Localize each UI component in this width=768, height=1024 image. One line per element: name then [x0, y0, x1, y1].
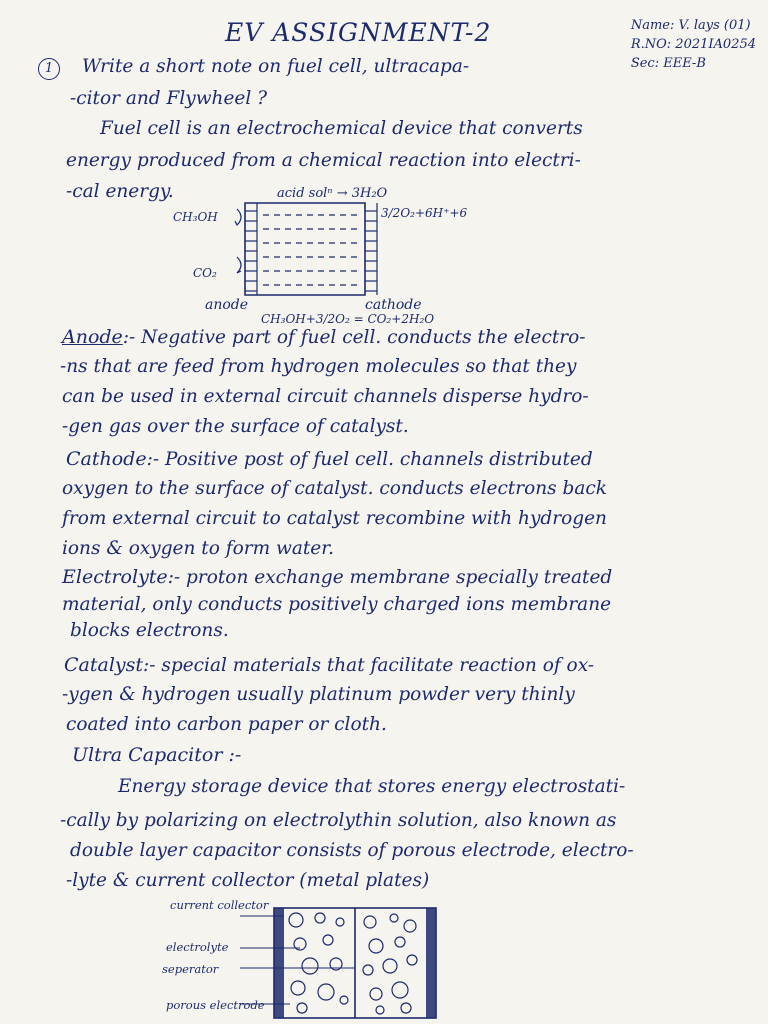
section: Sec: EEE-B — [630, 56, 706, 71]
cathode-label: cathode — [365, 297, 422, 313]
cathode-heading: Cathode — [66, 448, 147, 470]
ultra-capacitor-heading: Ultra Capacitor :- — [72, 744, 242, 766]
anode-label: anode — [205, 297, 249, 313]
electrolyte-text-1: :- proton exchange membrane specially treated — [167, 567, 613, 588]
fuel-cell-intro-1: Fuel cell is an electrochemical device that converts — [100, 118, 583, 139]
anode-plate — [245, 203, 257, 295]
cathode-text-1: :- Positive post of fuel cell. channels distributed — [146, 449, 593, 470]
student-info — [631, 16, 756, 73]
anode-text-2: -ns that are feed from hydrogen molecules so that they — [60, 356, 577, 377]
input-arrow — [235, 209, 241, 225]
catalyst-heading: Catalyst — [64, 654, 144, 676]
left-collector — [274, 908, 284, 1018]
acid-label: acid solⁿ → 3H₂O — [277, 186, 388, 201]
current-collector-label: current collector — [170, 898, 269, 912]
electrolyte-dashes — [263, 215, 361, 285]
fuel-cell-intro-2: energy produced from a chemical reaction into electri- — [66, 150, 581, 171]
overall-reaction: CH₃OH+3/2O₂ = CO₂+2H₂O — [261, 312, 435, 325]
porous-particles — [289, 913, 417, 1014]
catalyst-text-1: :- special materials that facilitate reaction of ox- — [143, 655, 595, 676]
electrolyte-paragraph — [62, 566, 612, 588]
ultra-text-1: Energy storage device that stores energy electrostati- — [118, 776, 626, 797]
cell-body — [245, 203, 365, 295]
anode-text-4: -gen gas over the surface of catalyst. — [62, 416, 409, 437]
electrolyte-text-3: blocks electrons. — [70, 620, 229, 641]
page-title: EV ASSIGNMENT-2 — [225, 18, 492, 47]
fuel-cell-intro-3: -cal energy. — [66, 181, 174, 202]
electrolyte-heading: Electrolyte — [62, 566, 168, 588]
cathode-paragraph — [66, 448, 593, 470]
anode-text-3: can be used in external circuit channels disperse hydro- — [62, 386, 589, 407]
electrolyte-label: electrolyte — [166, 940, 229, 954]
student-name: Name: V. lays (01) — [630, 18, 751, 33]
output-arrow — [237, 257, 241, 273]
anode-paragraph — [62, 326, 585, 348]
ultracapacitor-diagram — [240, 900, 450, 1024]
anode-heading: Anode — [62, 326, 123, 348]
ultra-text-2: -cally by polarizing on electrolythin solution, also known as — [60, 810, 617, 831]
question-number: 1 — [38, 58, 60, 80]
separator-label: seperator — [162, 962, 219, 976]
anode-input: CH₃OH — [173, 210, 218, 224]
anode-output: CO₂ — [193, 266, 217, 280]
cathode-plate — [365, 203, 377, 295]
question-line-2: -citor and Flywheel ? — [70, 88, 268, 109]
electrolyte-text-2: material, only conducts positively charged ions membrane — [62, 594, 612, 615]
fuel-cell-diagram — [165, 185, 485, 325]
roll-number: R.NO: 2021IA0254 — [630, 37, 756, 52]
cathode-text-4: ions & oxygen to form water. — [62, 538, 334, 559]
cathode-text-2: oxygen to the surface of catalyst. conducts electrons back — [62, 478, 608, 499]
right-collector — [426, 908, 436, 1018]
anode-text-1: :- Negative part of fuel cell. conducts the electro- — [122, 327, 586, 348]
catalyst-text-2: -ygen & hydrogen usually platinum powder very thinly — [62, 684, 575, 705]
cathode-text-3: from external circuit to catalyst recombine with hydrogen — [62, 508, 607, 529]
cathode-input: 3/2O₂+6H⁺+6 — [381, 206, 468, 220]
catalyst-text-3: coated into carbon paper or cloth. — [66, 714, 387, 735]
catalyst-paragraph — [64, 654, 594, 676]
ultra-text-3: double layer capacitor consists of porous electrode, electro- — [70, 840, 634, 861]
question-line-1: Write a short note on fuel cell, ultracapa- — [82, 56, 470, 77]
porous-electrode-label: porous electrode — [166, 998, 265, 1012]
ultra-text-4: -lyte & current collector (metal plates) — [66, 870, 430, 891]
